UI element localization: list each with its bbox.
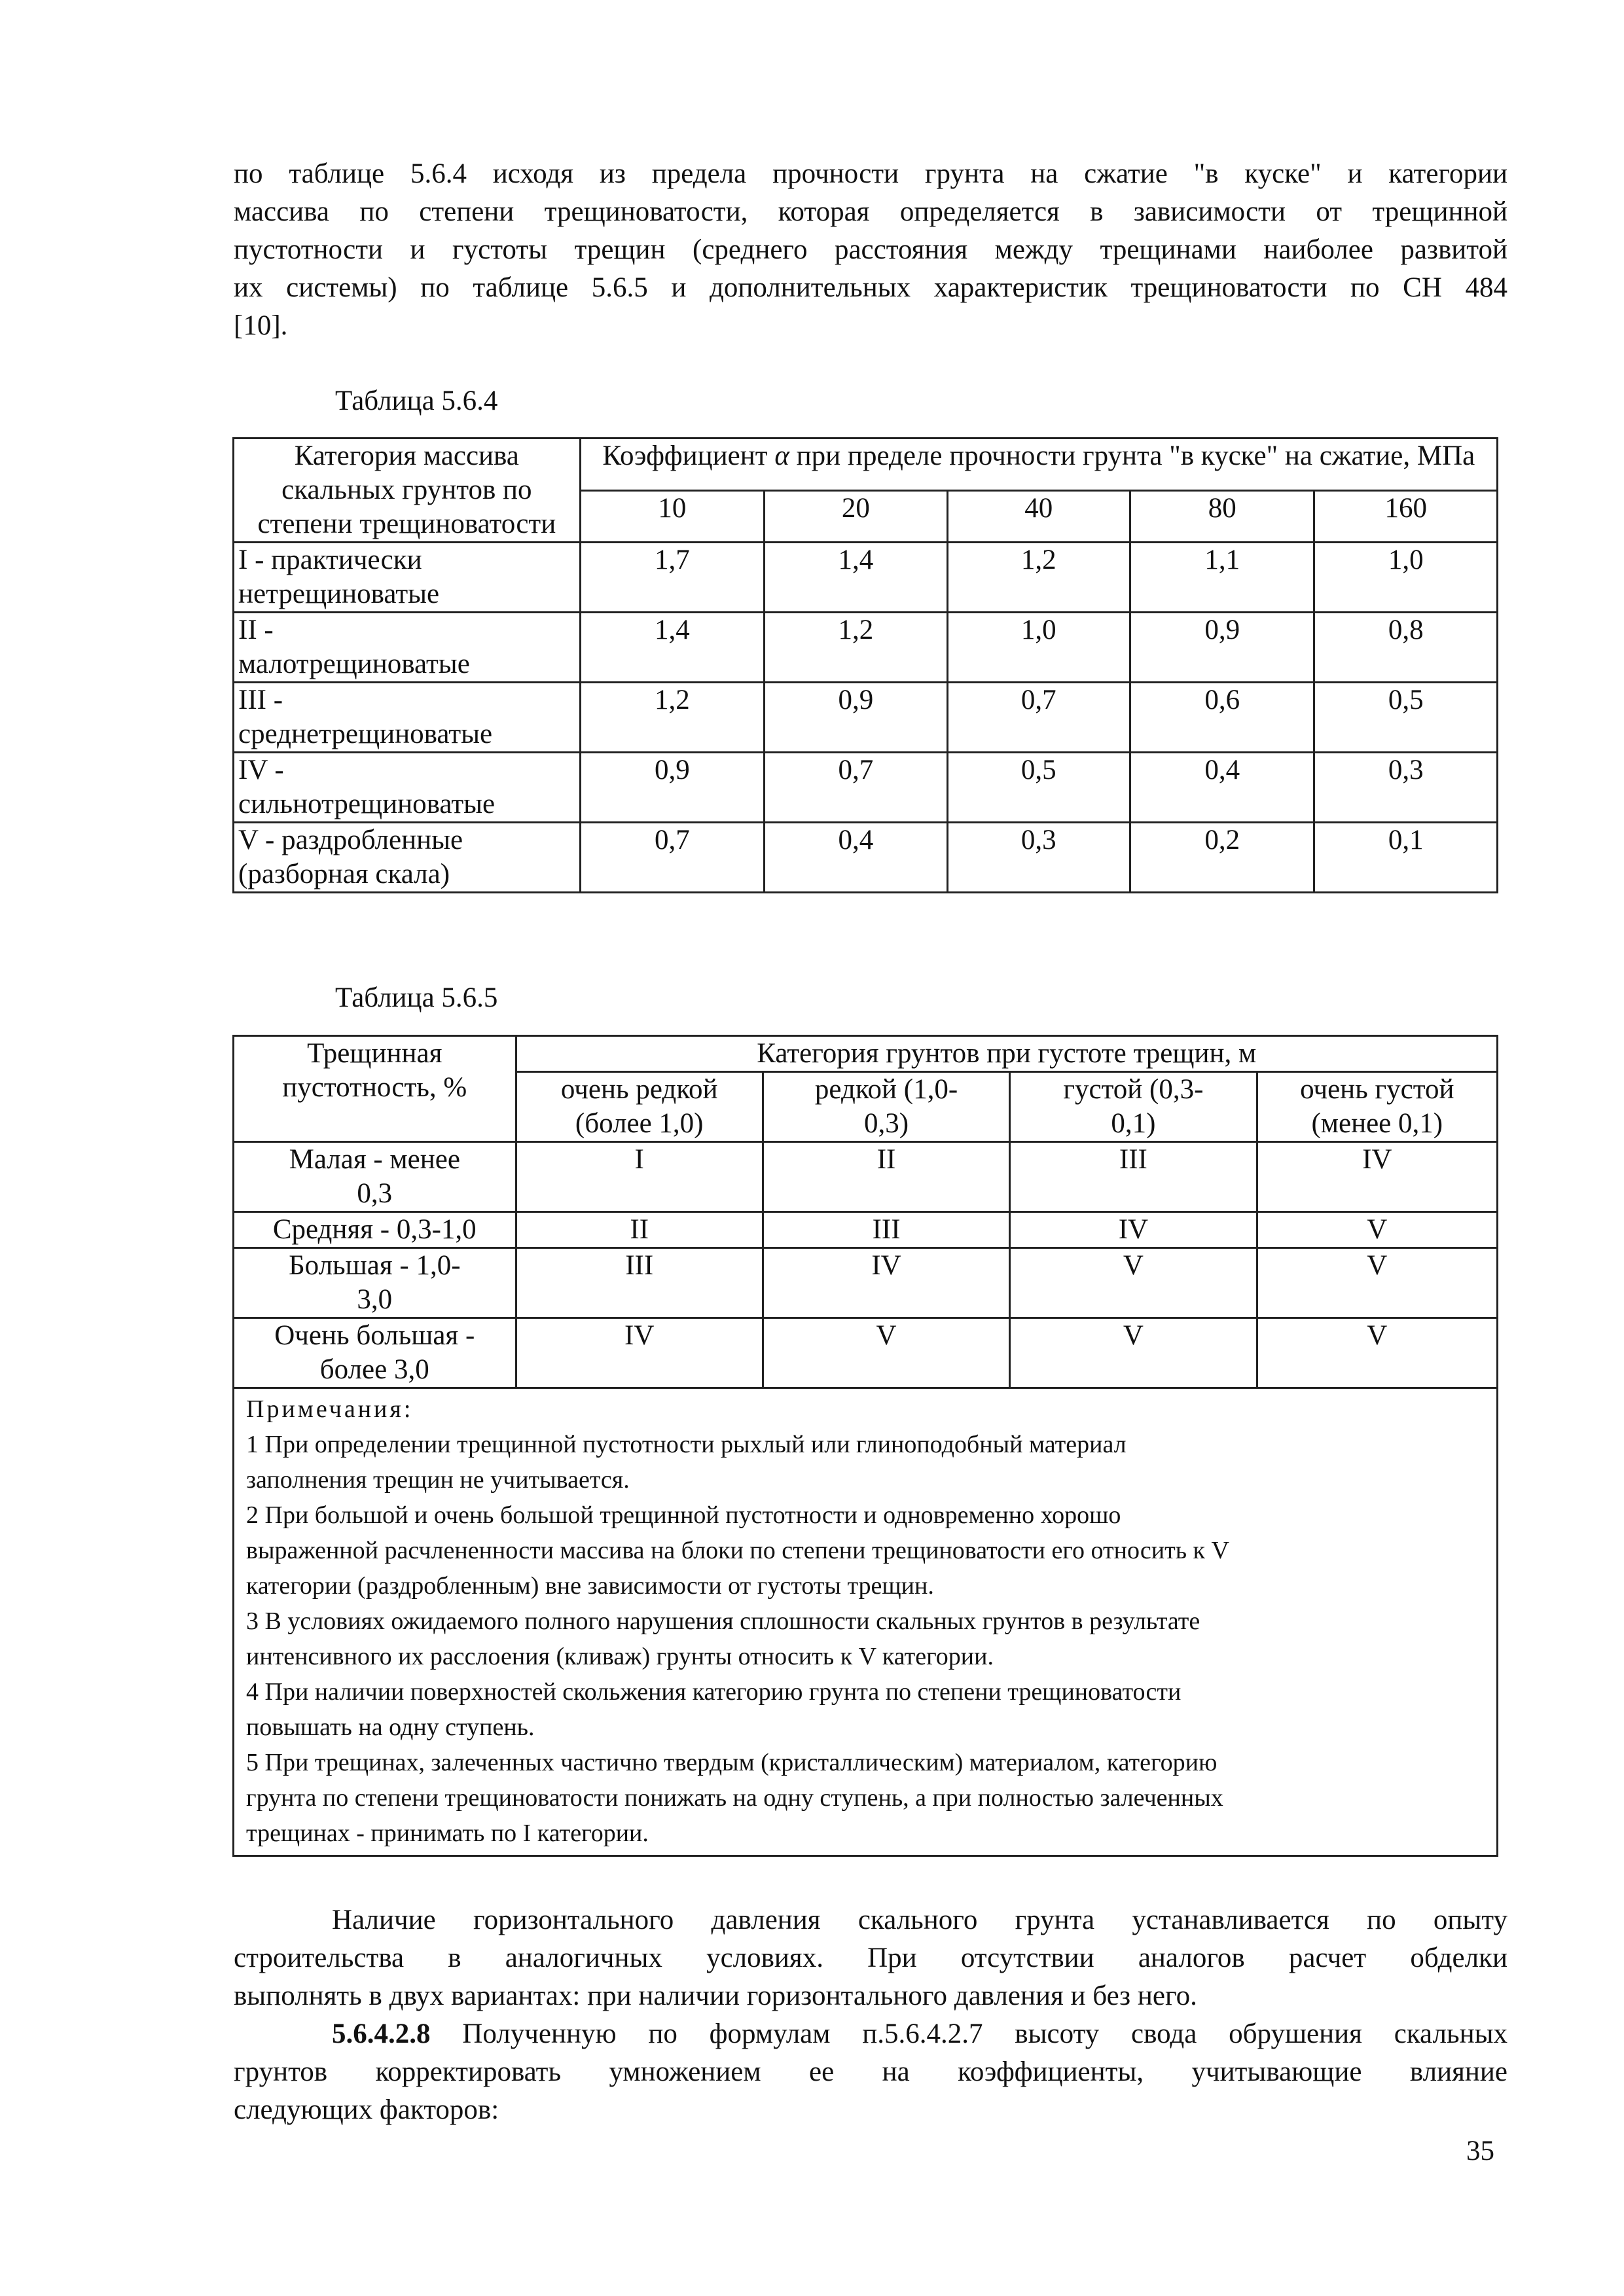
note-line: выраженной расчлененности массива на блоки по степени трещиноватости его относить к V <box>246 1537 1229 1564</box>
table-row <box>234 1212 1498 1248</box>
row-label <box>234 753 581 823</box>
note-line: заполнения трещин не учитывается. <box>246 1466 630 1494</box>
table-row <box>234 683 1498 753</box>
cell: 0,9 <box>1130 613 1314 683</box>
table-row <box>234 1318 1498 1388</box>
cell: 0,8 <box>1314 613 1498 683</box>
notes-title: Примечания: <box>246 1395 414 1423</box>
intro-line: их системы) по таблице 5.6.5 и дополнительных характеристик трещиноватости по СН 484 <box>234 272 1507 303</box>
cell: IV <box>1257 1142 1497 1212</box>
row-label-l1: II - <box>238 615 274 645</box>
para3-first-line-text: Полученную по формулам п.5.6.4.2.7 высоту свода обрушения скальных <box>462 2018 1507 2049</box>
table2-col-header <box>1257 1072 1497 1142</box>
table-row <box>234 543 1498 613</box>
cell: V <box>1257 1318 1497 1388</box>
col-l2: 0,1) <box>1111 1108 1156 1139</box>
row-label-l1: III - <box>238 685 283 715</box>
intro-line: [10]. <box>234 310 288 341</box>
cell: 0,5 <box>1314 683 1498 753</box>
row-label-l2: 3,0 <box>357 1284 393 1315</box>
cell: 1,2 <box>765 613 947 683</box>
col-l2: 0,3) <box>864 1108 909 1139</box>
row-label <box>234 683 581 753</box>
cell: 1,1 <box>1130 543 1314 613</box>
table1-col-20: 20 <box>765 490 947 543</box>
para3-line: грунтов корректировать умножением ее на коэффициенты, учитывающие влияние <box>234 2056 1507 2087</box>
cell: 1,0 <box>947 613 1130 683</box>
row-label-l2: среднетрещиноватые <box>238 719 493 749</box>
cell: 1,2 <box>580 683 764 753</box>
cell: V <box>1257 1212 1497 1248</box>
table-row <box>234 1248 1498 1318</box>
cell: 1,2 <box>947 543 1130 613</box>
cell: 0,4 <box>765 823 947 893</box>
cell: 0,1 <box>1314 823 1498 893</box>
note-line: повышать на одну ступень. <box>246 1713 535 1741</box>
cell: 0,7 <box>947 683 1130 753</box>
para3-first-line <box>234 2015 1507 2053</box>
cell: 1,7 <box>580 543 764 613</box>
cell: II <box>516 1212 763 1248</box>
note-line: 1 При определении трещинной пустотности рыхлый или глиноподобный материал <box>246 1431 1127 1458</box>
cell: 1,4 <box>580 613 764 683</box>
note-line: грунта по степени трещиноватости понижать на одну ступень, а при полностью залеченных <box>246 1784 1223 1812</box>
col-header-suffix: при пределе прочности грунта "в куске" на сжатие, МПа <box>796 440 1475 471</box>
note-line: 2 При большой и очень большой трещинной пустотности и одновременно хорошо <box>246 1501 1121 1529</box>
para2-line: выполнять в двух вариантах: при наличии горизонтального давления и без него. <box>234 1981 1197 2011</box>
cell: V <box>1257 1248 1497 1318</box>
cell: V <box>763 1318 1009 1388</box>
para2-line: строительства в аналогичных условиях. При отсутствии аналогов расчет обделки <box>234 1943 1507 1973</box>
cell: III <box>1010 1142 1257 1212</box>
row-label <box>234 1142 516 1212</box>
page-number: 35 <box>1466 2136 1494 2166</box>
table2-col-header <box>763 1072 1009 1142</box>
cell: IV <box>516 1318 763 1388</box>
table1-col-80: 80 <box>1130 490 1314 543</box>
row-label-l2: малотрещиноватые <box>238 649 470 679</box>
horizontal-pressure-paragraph <box>234 1901 1507 2015</box>
cell: 0,7 <box>580 823 764 893</box>
cell: IV <box>763 1248 1009 1318</box>
table2-row-header <box>234 1036 516 1142</box>
row-label-l1: Малая - менее <box>289 1144 460 1175</box>
note-line: 4 При наличии поверхностей скольжения категорию грунта по степени трещиноватости <box>246 1678 1182 1706</box>
cell: 0,2 <box>1130 823 1314 893</box>
table2-notes <box>234 1388 1498 1856</box>
cell: V <box>1010 1248 1257 1318</box>
row-label <box>234 1318 516 1388</box>
para2-line: Наличие горизонтального давления скального грунта устанавливается по опыту <box>332 1905 1507 1935</box>
cell: 1,4 <box>765 543 947 613</box>
table-row <box>234 1142 1498 1212</box>
table1-col-10: 10 <box>580 490 764 543</box>
row-header-l2: пустотность, % <box>282 1072 467 1103</box>
table2-col-header <box>516 1072 763 1142</box>
row-label-l1: Очень большая - <box>274 1320 475 1351</box>
note-line: трещинах - принимать по I категории. <box>246 1820 649 1847</box>
table2-caption: Таблица 5.6.5 <box>335 982 498 1013</box>
table1-row-header-text: Категория массива скальных грунтов по степени трещиноватости <box>257 440 556 539</box>
row-label-l2: (разборная скала) <box>238 859 450 889</box>
table2-col-header <box>1010 1072 1257 1142</box>
cell: 0,7 <box>765 753 947 823</box>
row-header-l1: Трещинная <box>307 1038 442 1069</box>
intro-line: по таблице 5.6.4 исходя из предела прочности грунта на сжатие "в куске" и категории <box>234 158 1507 189</box>
row-label-l2: 0,3 <box>357 1178 393 1209</box>
cell: I <box>516 1142 763 1212</box>
table1-row-header <box>234 439 581 543</box>
intro-line: массива по степени трещиноватости, которая определяется в зависимости от трещинной <box>234 196 1507 227</box>
cell: 0,3 <box>1314 753 1498 823</box>
cell: 1,0 <box>1314 543 1498 613</box>
table-5-6-5 <box>232 1035 1498 1857</box>
table1-col-40: 40 <box>947 490 1130 543</box>
note-line: 5 При трещинах, залеченных частично твердым (кристаллическим) материалом, категорию <box>246 1749 1218 1776</box>
table1-col-160: 160 <box>1314 490 1498 543</box>
table1-col-header <box>580 439 1497 491</box>
row-label: Средняя - 0,3-1,0 <box>234 1212 516 1248</box>
alpha-symbol: α <box>774 440 789 471</box>
para3-line: следующих факторов: <box>234 2094 499 2125</box>
table1-caption: Таблица 5.6.4 <box>335 386 498 416</box>
row-label-l2: нетрещиноватые <box>238 579 440 609</box>
col-l1: редкой (1,0- <box>814 1074 958 1105</box>
col-l2: (более 1,0) <box>575 1108 704 1139</box>
row-label <box>234 613 581 683</box>
cell: II <box>763 1142 1009 1212</box>
row-label-l1: IV - <box>238 755 284 785</box>
table-5-6-4 <box>232 437 1498 893</box>
section-5-6-4-2-8-paragraph <box>234 2015 1507 2129</box>
cell: 0,4 <box>1130 753 1314 823</box>
cell: V <box>1010 1318 1257 1388</box>
intro-line: пустотности и густоты трещин (среднего расстояния между трещинами наиболее развитой <box>234 234 1507 265</box>
cell: 0,3 <box>947 823 1130 893</box>
cell: 0,5 <box>947 753 1130 823</box>
col-header-prefix: Коэффициент <box>602 440 768 471</box>
note-line: категории (раздробленным) вне зависимости от густоты трещин. <box>246 1572 934 1600</box>
note-line: 3 В условиях ожидаемого полного нарушения сплошности скальных грунтов в результате <box>246 1607 1200 1635</box>
col-l1: очень редкой <box>560 1074 718 1105</box>
note-line: интенсивного их расслоения (кливаж) грунты относить к V категории. <box>246 1643 994 1670</box>
row-label-l2: более 3,0 <box>319 1354 429 1385</box>
col-l1: очень густой <box>1300 1074 1454 1105</box>
row-label <box>234 543 581 613</box>
row-label-l1: V - раздробленные <box>238 825 463 855</box>
section-number: 5.6.4.2.8 <box>332 2018 431 2049</box>
intro-paragraph <box>234 155 1507 345</box>
row-label-l1: I - практически <box>238 545 422 575</box>
row-label-l1: Большая - 1,0- <box>288 1250 461 1281</box>
row-label-l2: сильнотрещиноватые <box>238 789 496 819</box>
cell: 0,9 <box>580 753 764 823</box>
col-l1: густой (0,3- <box>1063 1074 1204 1105</box>
cell: 0,6 <box>1130 683 1314 753</box>
row-label <box>234 1248 516 1318</box>
row-label <box>234 823 581 893</box>
table-row <box>234 613 1498 683</box>
cell: III <box>516 1248 763 1318</box>
table-row <box>234 823 1498 893</box>
table-row <box>234 753 1498 823</box>
cell: 0,9 <box>765 683 947 753</box>
table2-group-header: Категория грунтов при густоте трещин, м <box>516 1036 1497 1072</box>
col-l2: (менее 0,1) <box>1311 1108 1443 1139</box>
cell: III <box>763 1212 1009 1248</box>
cell: IV <box>1010 1212 1257 1248</box>
